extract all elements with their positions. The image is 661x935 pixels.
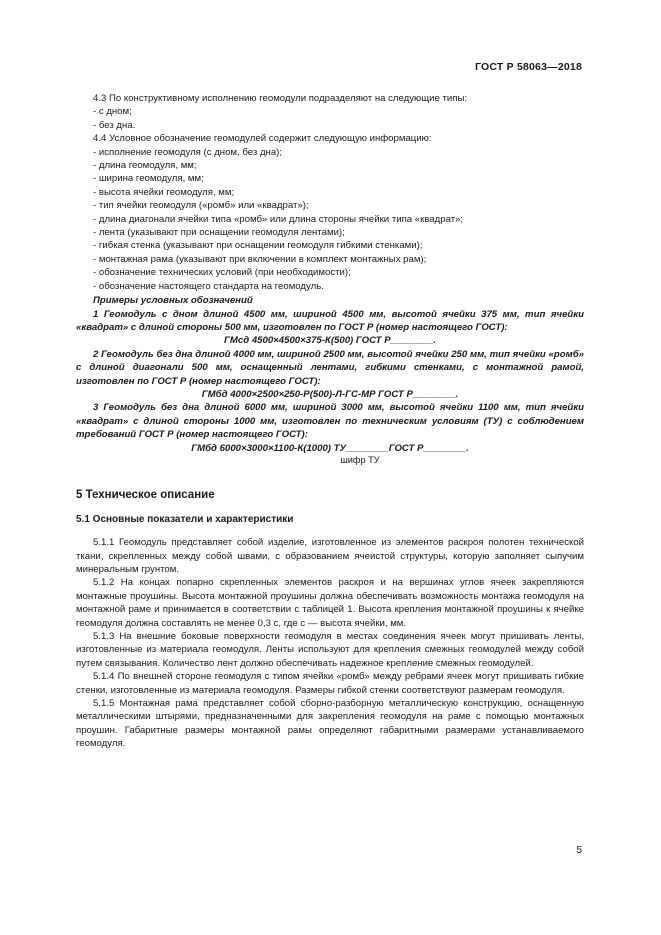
standard-header: ГОСТ Р 58063—2018: [474, 61, 582, 73]
list-item: - высота ячейки геомодуля, мм;: [93, 186, 235, 198]
example-3-text: 3 Геомодуль без дна длиной 6000 мм, шириной 3000 мм, высотой ячейки 1100 мм, тип ячейки «квадрат» с длиной стороны 1000 мм, изготовлен по техническим условиям (ТУ) с соблюдением требований ГОСТ Р (номер настоящего ГОСТ):: [76, 402, 584, 441]
list-item: - обозначение технических условий (при необходимости);: [93, 267, 351, 279]
clause-4-3-intro: 4.3 По конструктивному исполнению геомодули подразделяют на следующие типы:: [93, 93, 468, 104]
list-item: - обозначение настоящего стандарта на геомодуль.: [93, 280, 324, 292]
list-item: - с дном;: [93, 106, 132, 118]
section-5-title: 5 Техническое описание: [76, 489, 215, 502]
list-item: - тип ячейки геомодуля («ромб» или «квадрат»);: [93, 200, 309, 212]
example-1-code: ГМсд 4500×4500×375-К(500) ГОСТ Р________.: [224, 335, 436, 347]
list-item: - без дна.: [93, 119, 136, 131]
clause-5-1-5: 5.1.5 Монтажная рама представляет собой сборно-разборную металлическую конструкцию, оснащенную металлическими штырями, предназначенными для закрепления геомодуля на раме с помощью монтажных проушин. Габаритные размеры монтажной рамы определяют габаритными размерами устанавливаемого геомодуля.: [76, 698, 584, 750]
page-number: 5: [576, 845, 582, 856]
clause-5-1-4: 5.1.4 По внешней стороне геомодуля с типом ячейки «ромб» между ребрами ячеек могут пришивать гибкие стенки, изготовленные из материала геомодуля. Размеры гибкой стенки соответствуют размерам геомодуля.: [76, 671, 584, 696]
example-3-code: ГМбд 6000×3000×1100-К(1000) ТУ________ГОСТ Р________.: [191, 442, 469, 454]
list-item: - длина геомодуля, мм;: [93, 160, 197, 172]
list-item: - ширина геомодуля, мм;: [93, 173, 204, 185]
clause-5-1-2: 5.1.2 На концах попарно скрепленных элементов раскроя и на вершинах углов ячеек закрепляются монтажные проушины. Высота монтажной проушины должна обеспечивать возможность монтажа геомодуля на монтажной раме и принимается в соответствии с таблицей 1. Высота крепления монтажной проушины к ячейке геомодуля должна составлять не менее 0,3 с, где с — высота ячейки, мм.: [76, 577, 584, 629]
list-item: - гибкая стенка (указывают при оснащении геомодуля гибкими стенками);: [93, 240, 423, 252]
example-3-cipher-label: шифр ТУ: [340, 454, 380, 465]
examples-heading: Примеры условных обозначений: [93, 295, 253, 307]
list-item: - монтажная рама (указывают при включении в комплект монтажных рам);: [93, 253, 427, 265]
list-item: - исполнение геомодуля (с дном, без дна);: [93, 146, 283, 158]
list-item: - лента (указывают при оснащении геомодуля лентами);: [93, 227, 345, 239]
page-content: [76, 92, 584, 751]
example-2-text: 2 Геомодуль без дна длиной 4000 мм, шириной 2500 мм, высотой ячейки 250 мм, тип ячейки «ромб» с длиной диагонали 500 мм, оснащенный лентами, гибкими стенками, с монтажной рамой, изготовлен по ГОСТ Р (номер настоящего ГОСТ):: [76, 348, 584, 387]
clause-5-1-3: 5.1.3 На внешние боковые поверхности геомодуля в местах соединения ячеек могут пришивать ленты, изготовленные из материала геомодуля. Ленты используют для крепления смежных геомодулей между собой путем связывания. Количество лент должно обеспечивать надежное крепление смежных геомодулей.: [76, 631, 584, 669]
example-1-text: 1 Геомодуль с дном длиной 4500 мм, шириной 4500 мм, высотой ячейки 375 мм, тип ячейки «квадрат» с длиной стороны 500 мм, изготовлен по ГОСТ Р (номер настоящего ГОСТ):: [76, 308, 584, 333]
clause-5-1-1: 5.1.1 Геомодуль представляет собой изделие, изготовленное из элементов раскроя полотен технической ткани, скрепленных между собой швами, с образованием ячеистой структуры, которую заполняет сыпучим минеральным грунтом.: [76, 537, 584, 575]
list-item: - длина диагонали ячейки типа «ромб» или длина стороны ячейки типа «квадрат»;: [93, 213, 464, 225]
example-2-code: ГМбд 4000×2500×250-Р(500)-Л-ГС-МР ГОСТ Р________.: [201, 388, 459, 400]
subsection-5-1-title: 5.1 Основные показатели и характеристики: [76, 513, 294, 525]
clause-4-4-intro: 4.4 Условное обозначение геомодулей содержит следующую информацию:: [93, 133, 432, 145]
